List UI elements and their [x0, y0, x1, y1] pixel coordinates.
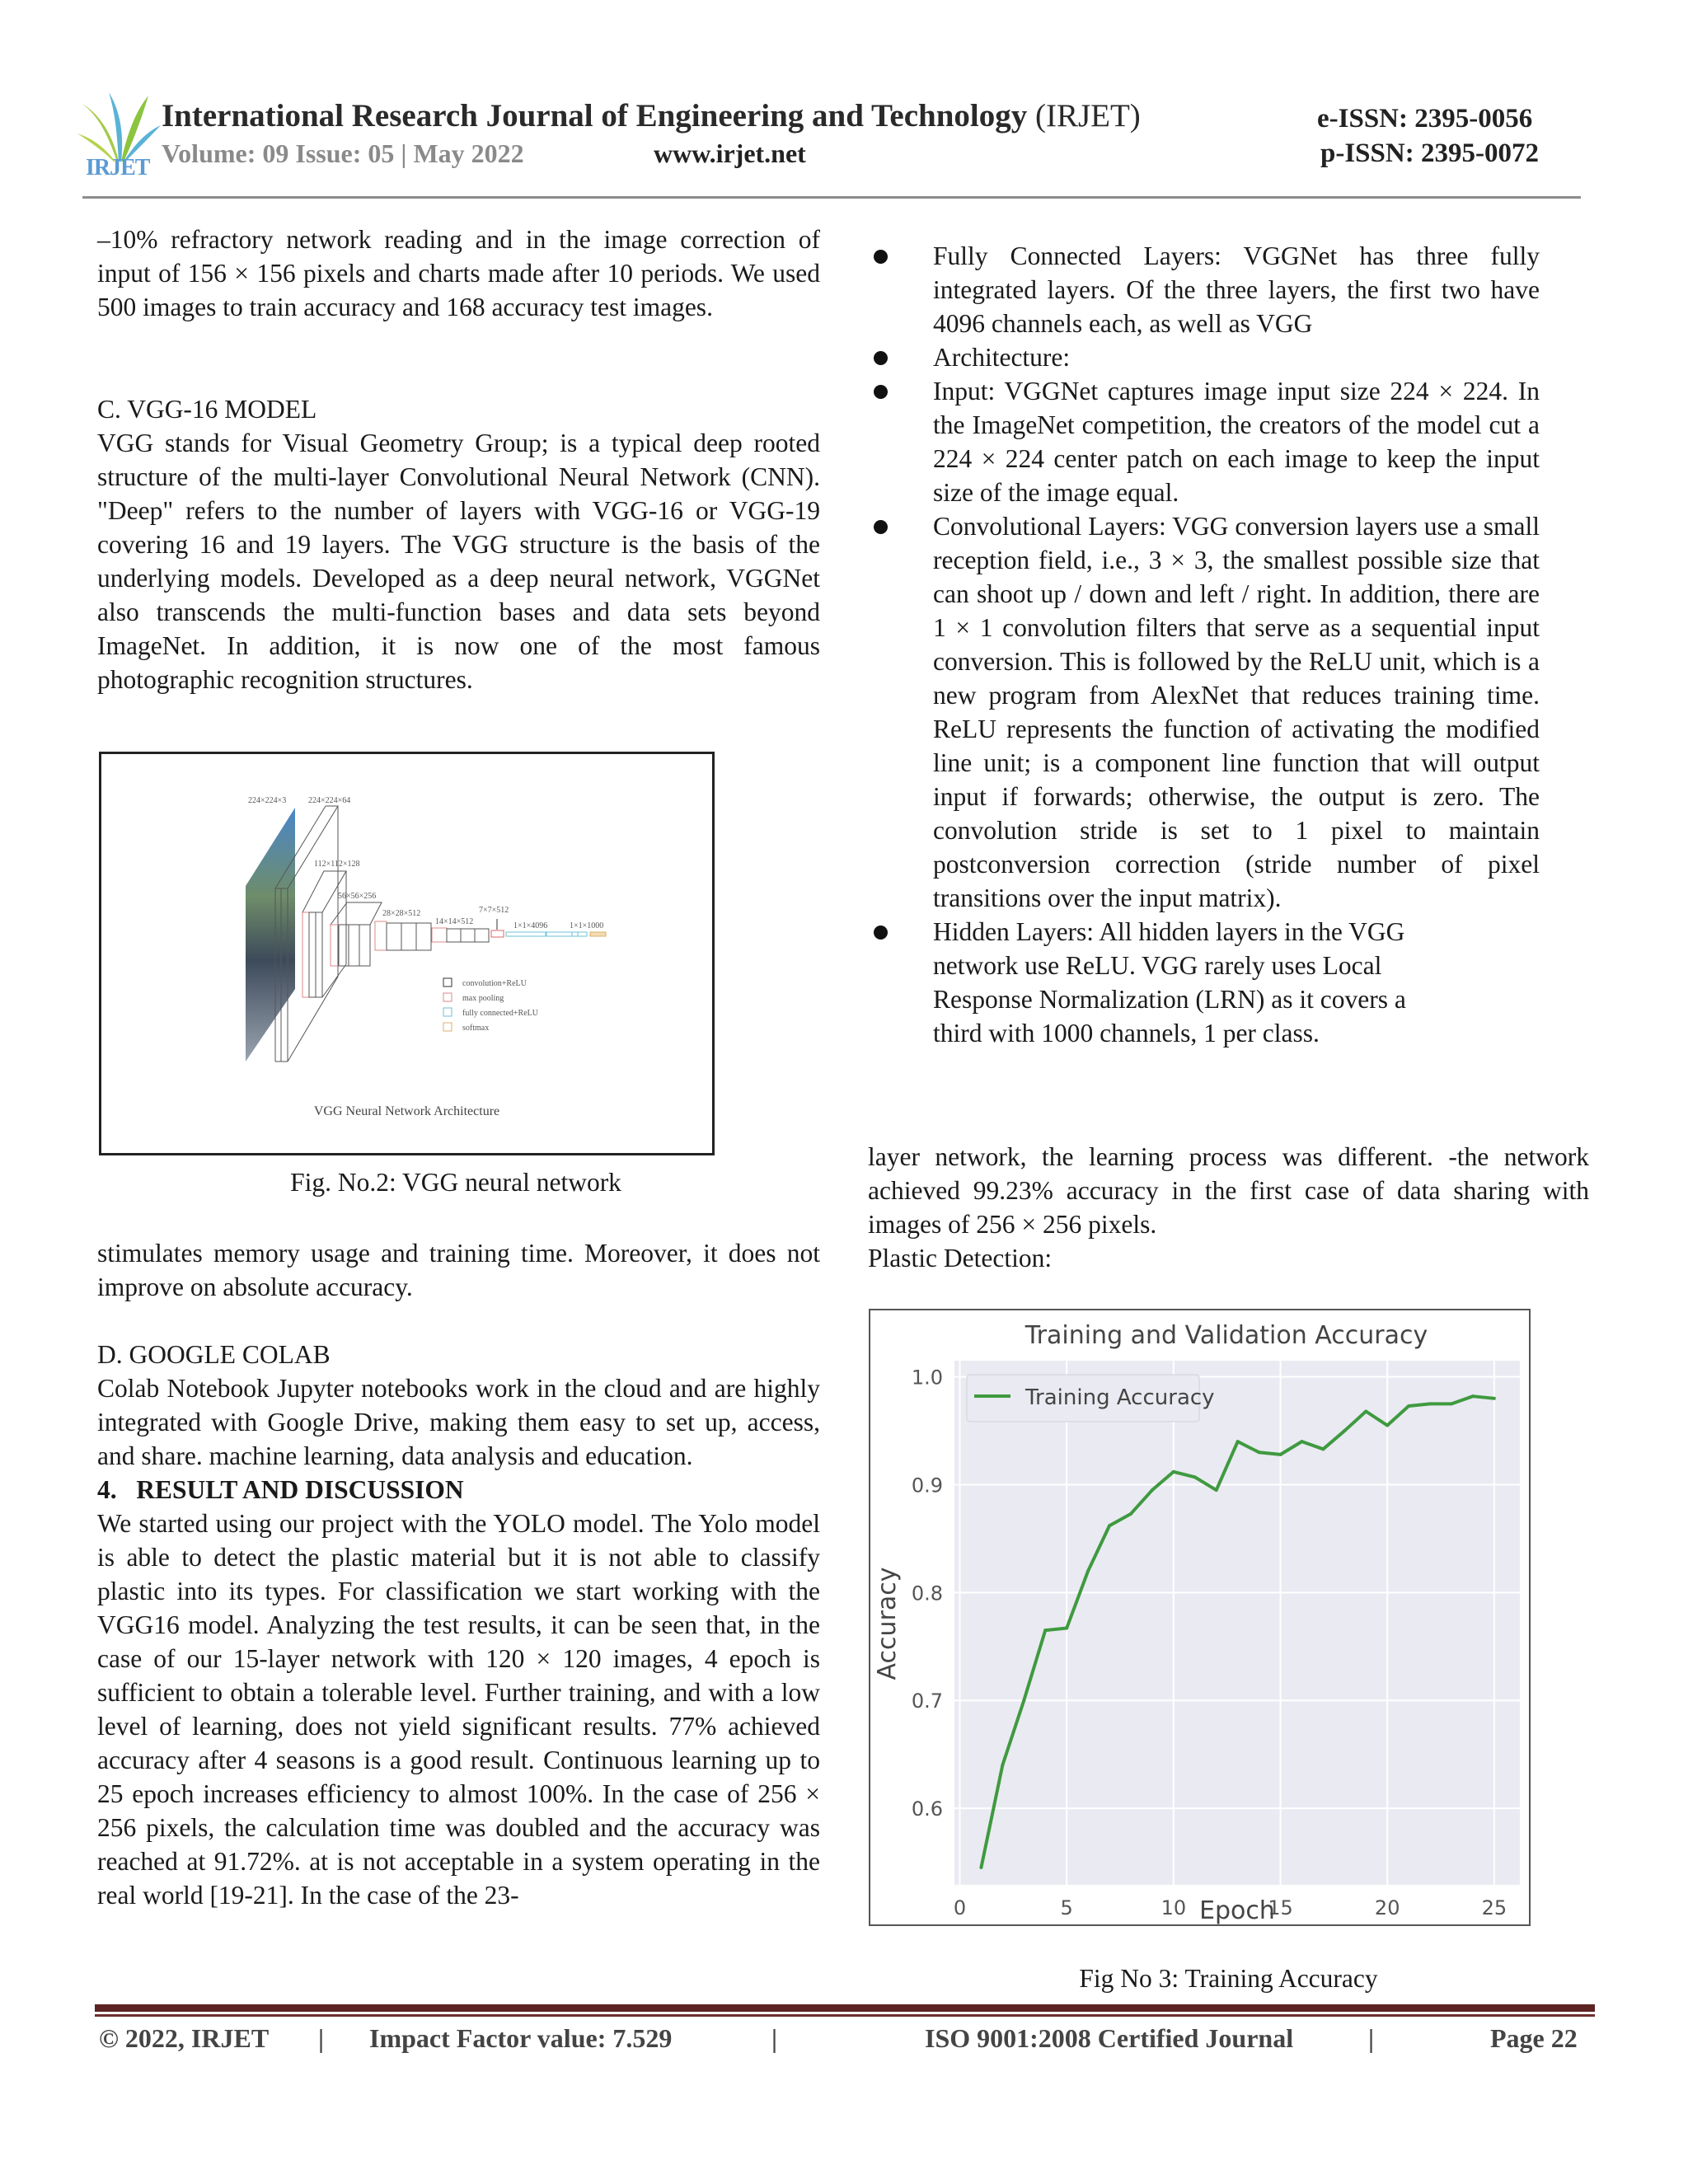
label-input-size: 224×224×3: [248, 796, 287, 805]
journal-abbrev: (IRJET): [1034, 98, 1141, 134]
footer-separator: |: [1368, 2023, 1375, 2053]
paragraph-vgg16: VGG stands for Visual Geometry Group; is a typical deep rooted structure of the multi-layer Convolutional Neural Network (CNN). "Deep" refers to the number of layers with VGG-16 or VGG-19 covering 16 and 19 layers. The VGG structure is the basis of the underlying models. Developed as a deep neural network, VGGNet also transcends the multi-function bases and data sets beyond ImageNet. In addition, it is now one of the most famous photographic recognition structures.: [97, 429, 820, 694]
irjet-logo: [76, 89, 162, 184]
label-conv2-size: 112×112×128: [314, 860, 360, 869]
footer-separator: |: [318, 2023, 325, 2053]
data-point: [1428, 1402, 1432, 1405]
list-item: [867, 509, 1540, 915]
legend-fc-relu: fully connected+ReLU: [462, 1009, 538, 1018]
legend-max-pooling: max pooling: [462, 994, 504, 1003]
volume-info: Volume: 09 Issue: 05 | May 2022: [162, 138, 524, 168]
data-point: [1001, 1764, 1004, 1767]
bullet-icon: [874, 926, 888, 940]
x-tick-label: 15: [1268, 1896, 1293, 1919]
journal-title: [162, 97, 1141, 134]
x-tick-label: 10: [1160, 1896, 1187, 1919]
list-item: [867, 340, 1540, 374]
bullet-icon: [874, 351, 888, 365]
paragraph-intro: –10% refractory network reading and in the image correction of input of 156 × 156 pixels and charts made after 10 periods. We used 500 images to train accuracy and 168 accuracy test images.: [97, 225, 820, 321]
y-tick-label: 0.6: [911, 1797, 943, 1821]
paragraph-stimulates: stimulates memory usage and training time. Moreover, it does not improve on absolute accuracy.: [97, 1239, 820, 1301]
data-point: [1172, 1470, 1175, 1474]
paragraph-results: We started using our project with the YOLO model. The Yolo model is able to detect the plastic material but it is not able to classify plastic into its types. For classification we start working with the VGG16 model. Analyzing the test results, it can be seen that, in the case of our 15-layer network with 120 × 120 images, 4 epoch is sufficient to obtain a tolerable level. Further training, and with a low level of learning, does not yield significant results. 77% achieved accuracy after 4 seasons is a good result. Continuous learning up to 25 epoch increases efficiency to almost 100%. In the case of 256 × 256 pixels, the calculation time was doubled and the accuracy was reached at 91.72%. at is not acceptable in a system operating in the real world [19-21]. In the case of the 23-: [97, 1509, 820, 1910]
footer-separator: |: [771, 2023, 778, 2053]
y-tick-label: 0.8: [911, 1582, 943, 1605]
x-axis-label: Epoch: [1199, 1896, 1275, 1924]
label-conv1-size: 224×224×64: [308, 796, 351, 805]
journal-name: International Research Journal of Engineering and Technology: [162, 98, 1028, 134]
vgg-features-list: [867, 239, 1540, 1050]
data-point: [1386, 1424, 1389, 1427]
x-tick-label: 25: [1481, 1896, 1507, 1919]
list-item-text: Input: VGGNet captures image input size 224 × 224. In the ImageNet competition, the creators of the model cut a 224 × 224 center patch on each image to keep the input size of the image equal.: [933, 377, 1540, 507]
footer-impact-factor: Impact Factor value: 7.529: [369, 2023, 673, 2053]
x-tick-label: 20: [1374, 1896, 1400, 1919]
data-point: [979, 1866, 982, 1869]
figure-vgg-architecture: [99, 752, 715, 1155]
diagram-legend: [443, 978, 539, 1033]
x-tick-label: 0: [953, 1896, 967, 1919]
data-point: [1471, 1394, 1475, 1398]
data-point: [1129, 1512, 1132, 1516]
footer-divider: [95, 2014, 1595, 2017]
chart-legend: [967, 1375, 1215, 1422]
data-point: [1022, 1699, 1025, 1702]
e-issn: e-ISSN: 2395-0056: [1317, 104, 1533, 134]
paragraph-layer-network: layer network, the learning process was different. -the network achieved 99.23% accuracy in the first case of data sharing with images of 256 × 256 pixels.: [868, 1142, 1589, 1239]
paragraph-google-colab: Colab Notebook Jupyter notebooks work in the cloud and are highly integrated with Google Drive, making them easy to set up, access, and share. machine learning, data analysis and education.: [97, 1374, 820, 1470]
logo-text: IRJET: [86, 155, 150, 180]
footer-page-number: Page 22: [1490, 2023, 1578, 2053]
list-item-text: Hidden Layers: All hidden layers in the VGG network use ReLU. VGG rarely uses Local Response Normalization (LRN) as it covers a third with 1000 channels, 1 per class.: [933, 917, 1406, 1047]
plot-area: [954, 1361, 1520, 1885]
y-tick-label: 1.0: [911, 1366, 943, 1390]
y-tick-label: 0.7: [911, 1690, 943, 1713]
list-item: [867, 239, 1540, 340]
label-conv5-size: 14×14×512: [435, 917, 474, 926]
section-vgg16: [97, 392, 820, 696]
data-point: [1279, 1453, 1282, 1456]
data-point: [1407, 1404, 1410, 1408]
data-point: [1450, 1402, 1453, 1405]
bullet-icon: [874, 385, 888, 399]
data-point: [1364, 1410, 1367, 1413]
data-point: [1108, 1524, 1111, 1527]
data-point: [1258, 1451, 1261, 1454]
data-point: [1151, 1488, 1154, 1492]
figure3-caption: Fig No 3: Training Accuracy: [1079, 1964, 1378, 1993]
bullet-icon: [874, 250, 888, 264]
chart-title: Training and Validation Accuracy: [1025, 1321, 1428, 1350]
label-conv3-size: 56×56×256: [338, 892, 377, 901]
list-item-text: Convolutional Layers: VGG conversion layers use a small reception field, i.e., 3 × 3, the smallest possible size that can shoot up / down and left / right. In addition, there are 1 × 1 convolution filters that serve as a sequential input conversion. This is followed by the ReLU unit, which is a new program from AlexNet that reduces training time. ReLU represents the function of activating the modified line unit; is a component line function that will output input if forwards; otherwise, the output is zero. The convolution stride is set to 1 pixel to maintain postconversion correction (stride number of pixel transitions over the input matrix).: [933, 512, 1540, 912]
footer-bar: [95, 2004, 1595, 2012]
data-point: [1493, 1397, 1496, 1400]
data-point: [1321, 1447, 1325, 1451]
section-google-colab: [97, 1338, 820, 1912]
list-item: [867, 374, 1540, 509]
vgg-diagram: [101, 754, 712, 1153]
data-point: [1193, 1475, 1197, 1479]
figure2-caption: Fig. No.2: VGG neural network: [290, 1168, 621, 1197]
data-point: [1236, 1440, 1240, 1443]
logo-leaves-icon: [76, 89, 162, 163]
conv-blocks: [302, 871, 606, 997]
legend-conv-relu: convolution+ReLU: [462, 979, 527, 988]
data-point: [1215, 1488, 1218, 1492]
heading-google-colab: D. GOOGLE COLAB: [97, 1340, 331, 1369]
plastic-detection-label: Plastic Detection:: [868, 1244, 1053, 1272]
label-output-size: 1×1×1000: [570, 921, 604, 930]
chart-svg: [870, 1310, 1529, 1924]
data-point: [1043, 1629, 1047, 1632]
footer-copyright: © 2022, IRJET: [99, 2023, 270, 2053]
label-conv4-size: 28×28×512: [382, 909, 421, 918]
data-point: [1086, 1569, 1090, 1572]
footer-iso: ISO 9001:2008 Certified Journal: [925, 2023, 1294, 2053]
legend-label: Training Accuracy: [1025, 1385, 1215, 1410]
journal-website-link[interactable]: www.irjet.net: [654, 138, 806, 168]
x-tick-label: 5: [1060, 1896, 1073, 1919]
section-plastic-detection: [868, 1140, 1589, 1275]
legend-softmax: softmax: [462, 1024, 490, 1033]
heading-results: 4. RESULT AND DISCUSSION: [97, 1475, 464, 1504]
data-point: [1065, 1627, 1068, 1630]
list-item-text: Architecture:: [933, 343, 1071, 372]
y-tick-label: 0.9: [911, 1474, 943, 1497]
list-item-text: Fully Connected Layers: VGGNet has three fully integrated layers. Of the three layers, the first two have 4096 channels each, as well as VGG: [933, 241, 1540, 338]
p-issn: p-ISSN: 2395-0072: [1320, 138, 1539, 168]
heading-vgg16: C. VGG-16 MODEL: [97, 395, 317, 424]
data-point: [1343, 1429, 1346, 1432]
label-pool5-size: 7×7×512: [479, 906, 509, 915]
training-accuracy-chart: [869, 1309, 1531, 1926]
list-item: [867, 915, 1540, 1050]
bullet-icon: [874, 520, 888, 534]
data-point: [1300, 1440, 1303, 1443]
y-axis-label: Accuracy: [873, 1567, 902, 1680]
vgg-figure-title: VGG Neural Network Architecture: [313, 1104, 500, 1118]
label-fc-size: 1×1×4096: [513, 921, 548, 930]
header-divider: [82, 196, 1581, 199]
